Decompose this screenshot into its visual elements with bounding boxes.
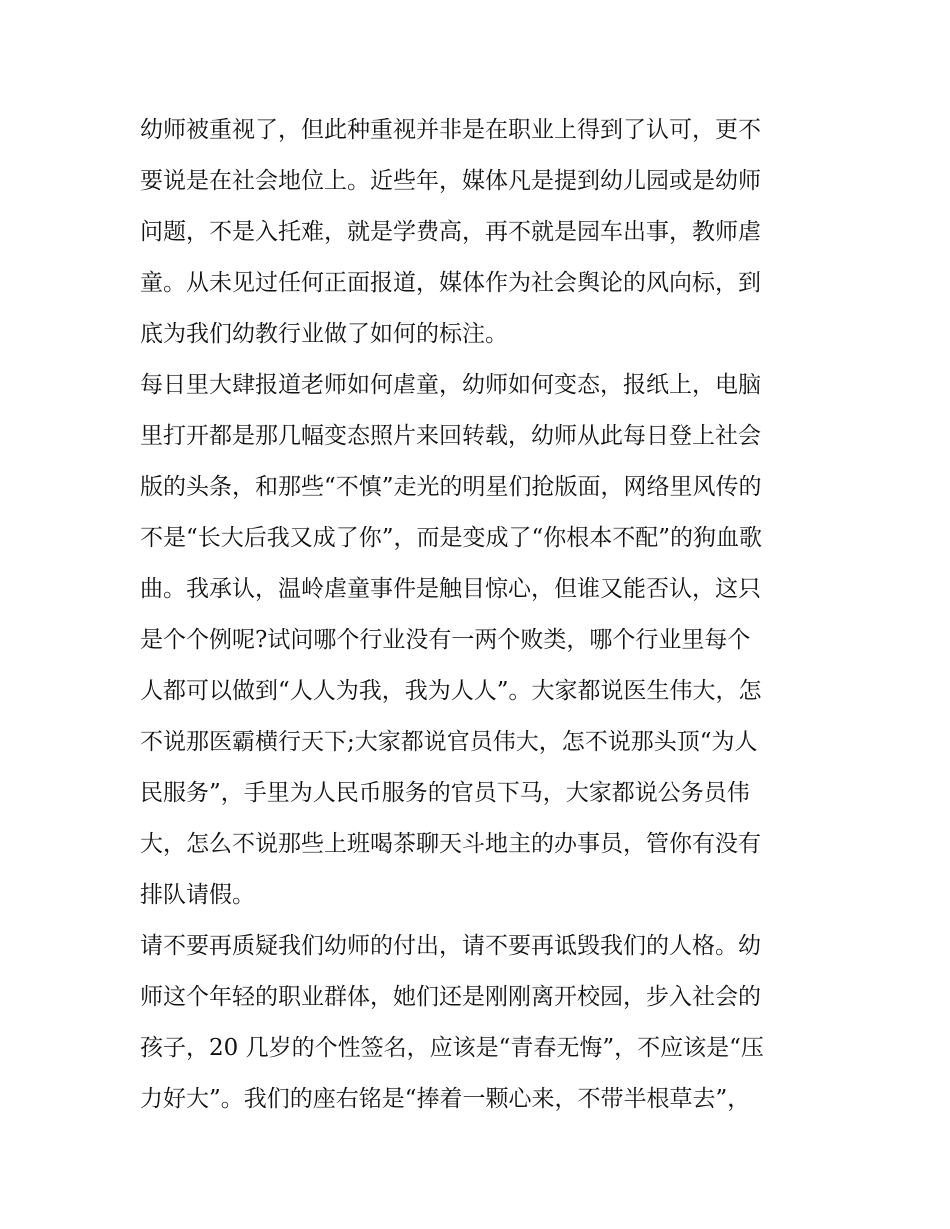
text-line: 民服务”，手里为人民币服务的官员下马，大家都说公务员伟 [140, 780, 750, 806]
text-line: 大，怎么不说那些上班喝茶聊天斗地主的办事员，管你有没有 [140, 831, 761, 857]
text-line: 曲。我承认，温岭虐童事件是触目惊心，但谁又能否认，这只 [140, 576, 761, 602]
text-line: 问题，不是入托难，就是学费高，再不就是园车出事，教师虐 [140, 219, 761, 245]
text-line: 人都可以做到“人人为我，我为人人”。大家都说医生伟大，怎 [140, 678, 762, 704]
text-line: 孩子，20 几岁的个性签名，应该是“青春无悔”，不应该是“压 [140, 1035, 764, 1061]
document-body [140, 105, 830, 1125]
text-line: 请不要再质疑我们幼师的付出，请不要再诋毁我们的人格。幼 [140, 933, 761, 959]
text-line: 要说是在社会地位上。近些年，媒体凡是提到幼儿园或是幼师 [140, 168, 761, 194]
text-line: 底为我们幼教行业做了如何的标注。 [140, 321, 508, 347]
text-line: 里打开都是那几幅变态照片来回转载，幼师从此每日登上社会 [140, 423, 761, 449]
paragraph-2 [140, 360, 830, 921]
text-line: 每日里大肆报道老师如何虐童，幼师如何变态，报纸上，电脑 [140, 372, 761, 398]
paragraph-1 [140, 105, 830, 360]
text-line: 力好大”。我们的座右铭是“捧着一颗心来，不带半根草去”， [140, 1086, 751, 1112]
text-line: 是个个例呢?试问哪个行业没有一两个败类，哪个行业里每个 [140, 627, 751, 653]
text-line: 排队请假。 [140, 882, 255, 908]
text-line: 不说那医霸横行天下;大家都说官员伟大，怎不说那头顶“为人 [140, 729, 758, 755]
text-line: 童。从未见过任何正面报道，媒体作为社会舆论的风向标，到 [140, 270, 761, 296]
text-line: 师这个年轻的职业群体，她们还是刚刚离开校园，步入社会的 [140, 984, 761, 1010]
text-line: 版的头条，和那些“不慎”走光的明星们抢版面，网络里风传的 [140, 474, 762, 500]
text-line: 幼师被重视了，但此种重视并非是在职业上得到了认可，更不 [140, 117, 761, 143]
paragraph-3 [140, 921, 830, 1125]
text-line: 不是“长大后我又成了你”，而是变成了“你根本不配”的狗血歌 [140, 525, 763, 551]
